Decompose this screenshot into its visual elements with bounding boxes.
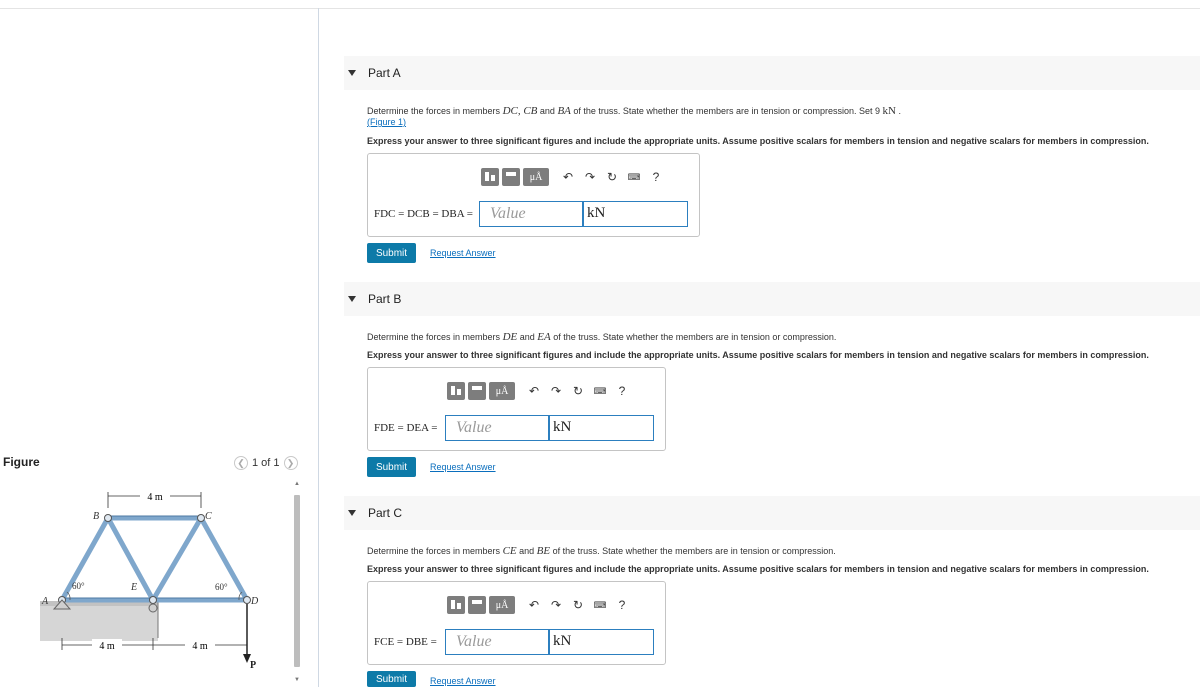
joint-e: [150, 597, 157, 604]
help-icon[interactable]: ?: [618, 598, 626, 612]
prev-figure-button[interactable]: ❮: [234, 456, 248, 470]
part-a-value-input[interactable]: Value: [479, 201, 583, 227]
help-icon[interactable]: ?: [652, 170, 660, 184]
part-b-request-answer-link[interactable]: Request Answer: [430, 462, 496, 472]
node-c-label: C: [205, 511, 212, 522]
part-a-question: Determine the forces in members DC, CB and BA of the truss. State whether the members are in tension or compression. Set 9 kN .: [367, 105, 902, 117]
load-label: P: [250, 660, 257, 671]
part-a-submit-button[interactable]: Submit: [367, 243, 416, 263]
pager-text: 1 of 1: [252, 457, 280, 469]
figure-1-link[interactable]: (Figure 1): [367, 117, 407, 127]
part-b-equation-label: FDE = DEA =: [374, 422, 438, 434]
part-c-submit-button[interactable]: Submit: [367, 671, 416, 687]
part-b-question: Determine the forces in members DE and EA of the truss. State whether the members are in tension or compression.: [367, 331, 837, 343]
collapse-triangle-icon[interactable]: [348, 296, 356, 302]
part-c-request-answer-link[interactable]: Request Answer: [430, 676, 496, 686]
figure-pager: [234, 456, 298, 470]
member-ab: [62, 518, 108, 600]
template-icon[interactable]: [481, 168, 499, 186]
part-b-title: Part B: [368, 292, 402, 306]
angle-right-label: 60°: [215, 582, 228, 592]
collapse-triangle-icon[interactable]: [348, 510, 356, 516]
fraction-icon[interactable]: [502, 168, 520, 186]
part-a-instruction: Express your answer to three significant figures and include the appropriate units. Assume positive scalars for members in tension and negative scalars for members in compression.: [367, 136, 1149, 146]
undo-icon[interactable]: ↶: [562, 170, 574, 184]
panel-divider: [318, 8, 319, 687]
top-divider: [0, 8, 1200, 9]
node-a-label: A: [42, 596, 49, 607]
angle-left-label: 60°: [72, 581, 85, 591]
part-b-header[interactable]: [344, 282, 1200, 316]
joint-c: [198, 515, 205, 522]
truss-diagram: [35, 488, 290, 678]
dim-bottom-right-label: 4 m: [192, 641, 208, 652]
reset-icon[interactable]: ↻: [572, 598, 584, 612]
dim-top-label: 4 m: [147, 492, 163, 503]
part-a-header[interactable]: [344, 56, 1200, 90]
reset-icon[interactable]: ↻: [572, 384, 584, 398]
reset-icon[interactable]: ↻: [606, 170, 618, 184]
part-b-instruction: Express your answer to three significant figures and include the appropriate units. Assume positive scalars for members in tension and negative scalars for members in compression.: [367, 350, 1149, 360]
part-a-request-answer-link[interactable]: Request Answer: [430, 248, 496, 258]
part-b-unit-input[interactable]: kN: [549, 415, 654, 441]
next-figure-button[interactable]: ❯: [284, 456, 298, 470]
redo-icon[interactable]: ↷: [584, 170, 596, 184]
collapse-triangle-icon[interactable]: [348, 70, 356, 76]
keyboard-icon[interactable]: ⌨: [593, 599, 607, 610]
help-icon[interactable]: ?: [618, 384, 626, 398]
part-c-value-input[interactable]: Value: [445, 629, 549, 655]
part-a-toolbar: [481, 168, 667, 186]
units-button[interactable]: μÅ: [489, 596, 515, 614]
part-a-equation-label: FDC = DCB = DBA =: [374, 208, 473, 220]
scroll-down-icon[interactable]: ▼: [294, 677, 300, 683]
node-e-label: E: [131, 582, 138, 593]
undo-icon[interactable]: ↶: [528, 598, 540, 612]
part-c-toolbar: [447, 596, 633, 614]
part-b-value-input[interactable]: Value: [445, 415, 549, 441]
part-a-answer-box: [367, 153, 700, 237]
node-b-label: B: [93, 511, 100, 522]
scroll-up-icon[interactable]: ▲: [294, 481, 300, 487]
roller-support-e: [149, 604, 157, 612]
part-b-toolbar: [447, 382, 633, 400]
node-d-label: D: [251, 596, 259, 607]
part-a-unit-input[interactable]: kN: [583, 201, 688, 227]
undo-icon[interactable]: ↶: [528, 384, 540, 398]
units-button[interactable]: μÅ: [523, 168, 549, 186]
fraction-icon[interactable]: [468, 596, 486, 614]
part-a-title: Part A: [368, 66, 401, 80]
template-icon[interactable]: [447, 382, 465, 400]
part-c-instruction: Express your answer to three significant figures and include the appropriate units. Assume positive scalars for members in tension and negative scalars for members in compression.: [367, 564, 1149, 574]
joint-d: [244, 597, 251, 604]
member-ce: [153, 518, 201, 600]
part-c-question: Determine the forces in members CE and BE of the truss. State whether the members are in tension or compression.: [367, 545, 836, 557]
part-c-answer-box: [367, 581, 666, 665]
keyboard-icon[interactable]: ⌨: [593, 385, 607, 396]
figure-heading: Figure: [3, 455, 40, 469]
redo-icon[interactable]: ↷: [550, 384, 562, 398]
template-icon[interactable]: [447, 596, 465, 614]
part-c-unit-input[interactable]: kN: [549, 629, 654, 655]
joint-b: [105, 515, 112, 522]
units-button[interactable]: μÅ: [489, 382, 515, 400]
part-b-submit-button[interactable]: Submit: [367, 457, 416, 477]
part-c-title: Part C: [368, 506, 403, 520]
dim-bottom-left-label: 4 m: [99, 641, 115, 652]
fraction-icon[interactable]: [468, 382, 486, 400]
part-b-answer-box: [367, 367, 666, 451]
keyboard-icon[interactable]: ⌨: [627, 171, 641, 182]
part-c-header[interactable]: [344, 496, 1200, 530]
part-c-equation-label: FCE = DBE =: [374, 636, 437, 648]
scroll-thumb[interactable]: [294, 495, 300, 667]
redo-icon[interactable]: ↷: [550, 598, 562, 612]
